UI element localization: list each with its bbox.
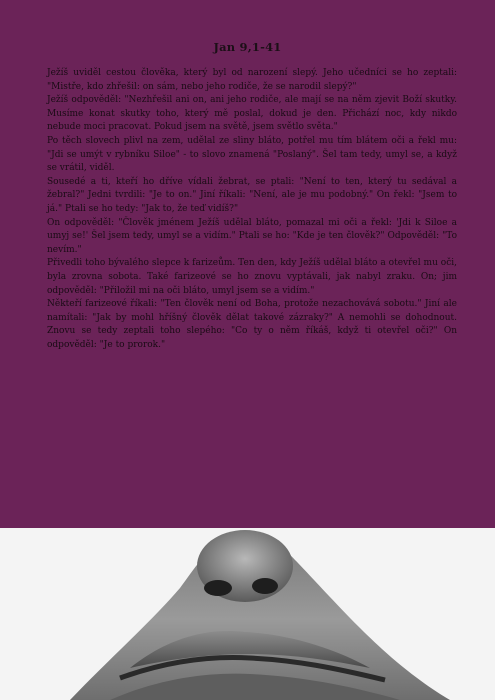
paragraph: Přivedli toho bývalého slepce k farizeům. Ten den, kdy Ježíš udělal bláto a otevřel mu oči, byla zrovna sobota. Také farizeové se ho znovu vyptávali, jak nabyl zraku. On; jim odpověděl: "Přiložil mi na oči bláto, umyl jsem se a vidím.": [47, 258, 457, 296]
paragraph: On odpověděl: "Člověk jménem Ježíš udělal bláto, pomazal mi oči a řekl: 'Jdi k Siloe a umyj se!' Šel jsem tedy, umyl se a vidím." Ptali se ho: "Kde je ten člověk?" Odpověděl: "To nevím.": [47, 217, 457, 255]
page-title: Jan 9,1-41: [213, 40, 282, 54]
face-photo: [0, 528, 495, 700]
paragraph: Ježíš uviděl cestou člověka, který byl od narození slepý. Jeho učedníci se ho zeptali: "Mistře, kdo zhřešil: on sám, nebo jeho rodiče, že se narodil slepý?": [47, 68, 457, 92]
face-illustration: [0, 528, 495, 700]
paragraph: Někteří farizeové říkali: "Ten člověk není od Boha, protože nezachovává sobotu." Jiní ale namítali: "Jak by mohl hříšný člověk dělat takové zázraky?" A nemohli se dohodnout. Znovu se tedy zeptali toho slepého: "Co ty o něm říkáš, když ti otevřel oči?" On odpověděl: "Je to prorok.": [47, 299, 457, 350]
paragraph: Ježíš odpověděl: "Nezhřešil ani on, ani jeho rodiče, ale mají se na něm zjevit Boží skutky. Musíme konat skutky toho, který mě poslal, dokud je den. Přichází noc, kdy nikdo nebude moci pracovat. Pokud jsem na světě, jsem světlo světa.": [47, 95, 457, 133]
scripture-text: [47, 67, 457, 352]
paragraph: Sousedé a ti, kteří ho dříve vídali žebrat, se ptali: "Není to ten, který tu sedával a žebral?" Jedni tvrdili: "Je to on." Jiní říkali: "Není, ale je mu podobný." On řekl: "Jsem to já." Ptali se ho tedy: "Jak to, že teď vidíš?": [47, 176, 457, 214]
paragraph: Po těch slovech plivl na zem, udělal ze sliny bláto, potřel mu tím blátem oči a řekl mu: "Jdi se umýt v rybníku Siloe" - to slovo znamená "Poslaný". Šel tam tedy, umyl se, a když se vrátil, viděl.: [47, 135, 457, 174]
